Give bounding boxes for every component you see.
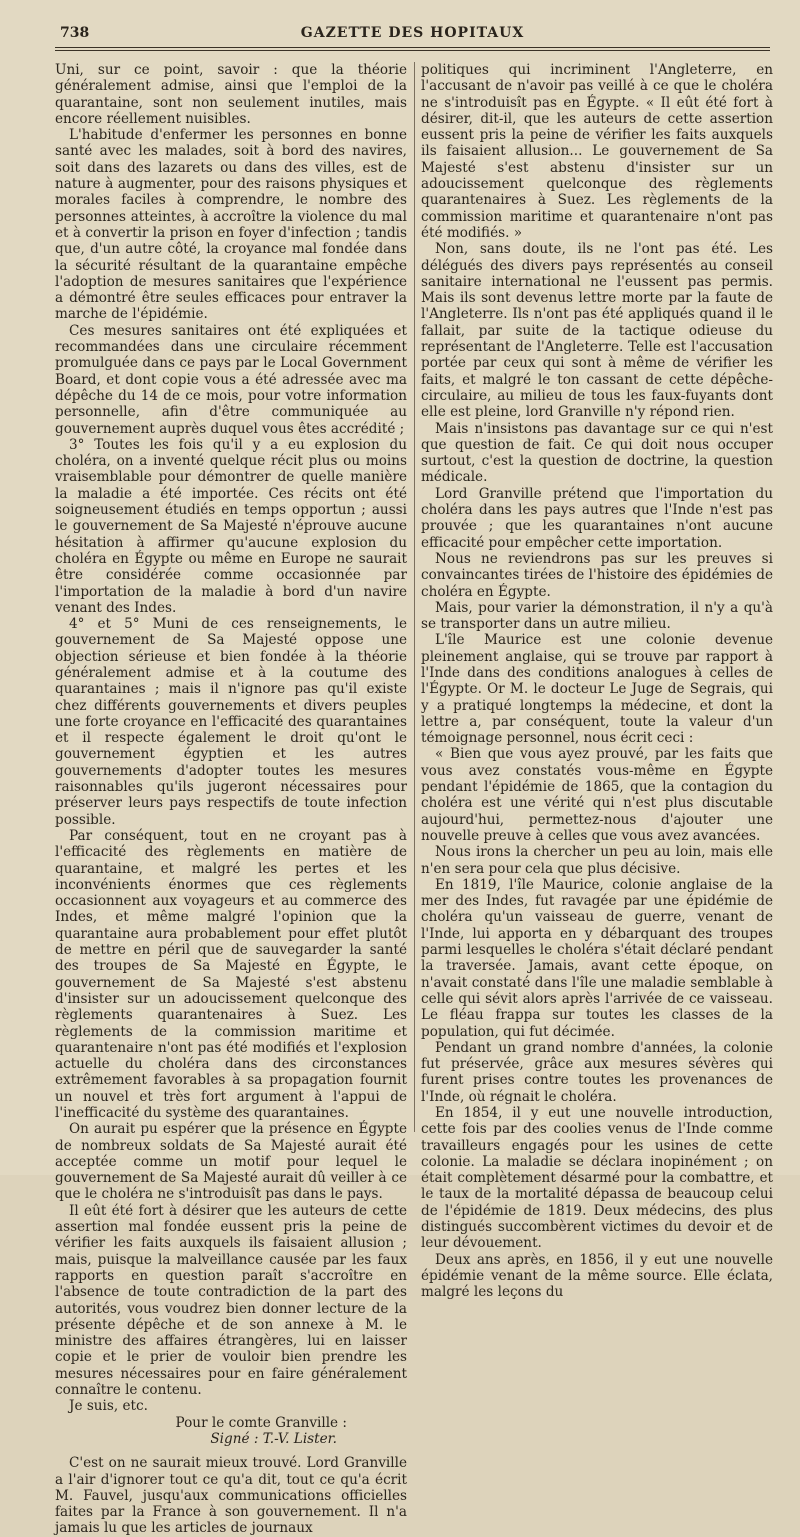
paragraph: Uni, sur ce point, savoir : que la théorie généralement admise, ainsi que l'emploi de la quarantaine, sont non seulement inutiles, mais encore réellement nuisibles. xyxy=(55,62,407,127)
paragraph: En 1854, il y eut une nouvelle introduction, cette fois par des coolies venus de l'Inde comme travailleurs engagés pour les usines de cette colonie. La maladie se déclara inopinément ; on était complètement désarmé pour la combattre, et le taux de la mortalité dépassa de beaucoup celui de l'épidémie de 1819. Deux médecins, des plus distingués succombèrent victimes du devoir et de leur dévouement. xyxy=(421,1105,773,1252)
header-rule-double xyxy=(55,50,770,51)
paragraph: On aurait pu espérer que la présence en Égypte de nombreux soldats de Sa Majesté aurait été acceptée comme un motif pour lequel le gouvernement de Sa Majesté aurait dû veiller à ce que le choléra ne s'introduisît pas dans le pays. xyxy=(55,1121,407,1203)
journal-title: GAZETTE DES HOPITAUX xyxy=(300,25,525,41)
paragraph: Par conséquent, tout en ne croyant pas à l'efficacité des règlements en matière de quarantaine, et malgré les pertes et les inconvénients énormes que ces règlements occasionnent aux voyageurs et au commerce des Indes, et même malgré l'opinion que la quarantaine aura probablement pour effet plutôt de mettre en péril que de sauvegarder la santé des troupes de Sa Majesté en Égypte, le gouvernement de Sa Majesté s'est abstenu d'insister sur un adoucissement quelconque des règlements quarantenaires à Suez. Les règlements de la commission maritime et quarantenaire n'ont pas été modifiés et l'explosion actuelle du choléra dans des circonstances extrêmement favorables à sa propagation fournit un nouvel et très fort argument à l'appui de l'inefficacité du système des quarantaines. xyxy=(55,827,407,1121)
paragraph: Il eût été fort à désirer que les auteurs de cette assertion mal fondée eussent pris la peine de vérifier les faits auxquels ils faisaient allusion ; mais, puisque la malveillance causée par les faux rapports en question paraît s'accroître en l'absence de toute contradiction de la part des autorités, vous voudrez bien donner lecture de la présente dépêche et de son annexe à M. le ministre des affaires étrangères, lui en laisser copie et le prier de vouloir bien prendre les mesures nécessaires pour en faire généralement connaître le contenu. xyxy=(55,1202,407,1399)
paragraph: C'est on ne saurait mieux trouvé. Lord Granville a l'air d'ignorer tout ce qu'a dit, tout ce qu'a écrit M. Fauvel, jusqu'aux communications officielles faites par la France à son gouvernement. Il n'a jamais lu que les articles de journaux xyxy=(55,1455,407,1537)
paragraph: Pendant un grand nombre d'années, la colonie fut préservée, grâce aux mesures sévères qui furent prises contre toutes les provenances de l'Inde, où régnait le choléra. xyxy=(421,1039,773,1105)
paragraph: 4° et 5° Muni de ces renseignements, le gouvernement de Sa Majesté oppose une objection sérieuse et bien fondée à la théorie généralement admise et à la coutume des quarantaines ; mais il n'ignore pas qu'il existe chez différents gouvernements et divers peuples une forte croyance en l'efficacité des quarantaines et il respecte également le droit qu'ont le gouvernement égyptien et les autres gouvernements d'adopter toutes les mesures raisonnables qu'ils jugeront nécessaires pour préserver leurs pays respectifs de toute infection possible. xyxy=(55,616,407,828)
paragraph: L'île Maurice est une colonie devenue pleinement anglaise, qui se trouve par rapport à l'Inde dans des conditions analogues à celles de l'Égypte. Or M. le docteur Le Juge de Segrais, qui y a pratiqué longtemps la médecine, et dont la lettre a, par conséquent, toute la valeur d'un témoignage personnel, nous écrit ceci : xyxy=(421,632,773,747)
paragraph: 3° Toutes les fois qu'il y a eu explosion du choléra, on a inventé quelque récit plus ou moins vraisemblable pour démontrer de quelle manière la maladie a été importée. Ces récits ont été soigneusement étudiés en temps opportun ; aussi le gouvernement de Sa Majesté n'éprouve aucune hésitation à affirmer qu'aucune explosion du choléra en Égypte ou même en Europe ne saurait être considérée comme occasionnée par l'importation de la maladie à bord d'un navire venant des Indes. xyxy=(55,436,407,616)
paragraph: Deux ans après, en 1856, il y eut une nouvelle épidémie venant de la même source. Elle éclata, malgré les leçons du xyxy=(421,1251,773,1301)
right-column xyxy=(421,62,773,1301)
paragraph: En 1819, l'île Maurice, colonie anglaise de la mer des Indes, fut ravagée par une épidémie de choléra qu'un vaisseau de guerre, venant de l'Inde, lui apporta en y débarquant des troupes parmi lesquelles le choléra s'était déclaré pendant la traversée. Jamais, avant cette époque, on n'avait constaté dans l'île une maladie semblable à celle qui sévit alors après l'arrivée de ce vaisseau. Le fléau frappa sur toutes les classes de la population, qui fut décimée. xyxy=(421,876,773,1040)
page-header xyxy=(60,22,765,44)
paragraph: Non, sans doute, ils ne l'ont pas été. Les délégués des divers pays représentés au conseil sanitaire international ne l'eussent pas permis. Mais ils sont devenus lettre morte par la faute de l'Angleterre. Ils n'ont pas été appliqués quand il le fallait, par suite de la tactique odieuse du représentant de l'Angleterre. Telle est l'accusation portée par ceux qui sont à même de vérifier les faits, et malgré le ton cassant de cette dépêche-circulaire, au milieu de tous les faux-fuyants dont elle est pleine, lord Granville n'y répond rien. xyxy=(421,241,773,421)
paragraph: Lord Granville prétend que l'importation du choléra dans les pays autres que l'Inde n'est pas prouvée ; que les quarantaines n'ont aucune efficacité pour empêcher cette importation. xyxy=(421,485,773,551)
paragraph: « Bien que vous ayez prouvé, par les faits que vous avez constatés vous-même en Égypte pendant l'épidémie de 1865, que la contagion du choléra est une vérité qui n'est plus discutable aujourd'hui, permettez-nous d'ajouter une nouvelle preuve à celles que vous avez avancées. xyxy=(421,746,773,844)
signature-for: Pour le comte Granville : xyxy=(175,1414,347,1431)
paragraph: Ces mesures sanitaires ont été expliquées et recommandées dans une circulaire récemment promulguée dans ce pays par le Local Government Board, et dont copie vous a été adressée avec ma dépêche du 14 de ce mois, pour votre information personnelle, afin d'être communiquée au gouvernement auprès duquel vous êtes accrédité ; xyxy=(55,322,407,437)
paragraph: Nous ne reviendrons pas sur les preuves si convaincantes tirées de l'histoire des épidémies de choléra en Égypte. xyxy=(421,550,773,600)
page-number: 738 xyxy=(60,25,90,41)
header-rule xyxy=(55,47,770,48)
paragraph: politiques qui incriminent l'Angleterre, en l'accusant de n'avoir pas veillé à ce que le choléra ne s'introduisît pas en Égypte. « Il eût été fort à désirer, dit-il, que les auteurs de cette assertion eussent pris la peine de vérifier les faits auxquels ils faisaient allusion... Le gouvernement de Sa Majesté s'est abstenu d'insister sur un adoucissement quelconque des règlements quarantenaires à Suez. Les règlements de la commission maritime et quarantenaire n'ont pas été modifiés. » xyxy=(421,62,773,241)
left-column xyxy=(55,62,407,1537)
paragraph: Nous irons la chercher un peu au loin, mais elle n'en sera pour cela que plus décisive. xyxy=(421,844,773,877)
paragraph: Mais n'insistons pas davantage sur ce qui n'est que question de fait. Ce qui doit nous occuper surtout, c'est la question de doctrine, la question médicale. xyxy=(421,420,773,486)
paragraph: L'habitude d'enfermer les personnes en bonne santé avec les malades, soit à bord des navires, soit dans des lazarets ou dans des villes, est de nature à augmenter, pour des raisons physiques et morales faciles à comprendre, le nombre des personnes atteintes, à accroître la violence du mal et à convertir la prison en foyer d'infection ; tandis que, d'un autre côté, la croyance mal fondée dans la sécurité résultant de la quarantaine empêche l'adoption de mesures sanitaires que l'expérience a démontré être seules efficaces pour entraver la marche de l'épidémie. xyxy=(55,127,407,323)
signature-signed: Signé : T.-V. Lister. xyxy=(210,1430,337,1447)
column-divider xyxy=(414,62,415,1132)
closing-etc: Je suis, etc. xyxy=(69,1398,148,1415)
paragraph: Mais, pour varier la démonstration, il n'y a qu'à se transporter dans un autre milieu. xyxy=(421,599,773,633)
